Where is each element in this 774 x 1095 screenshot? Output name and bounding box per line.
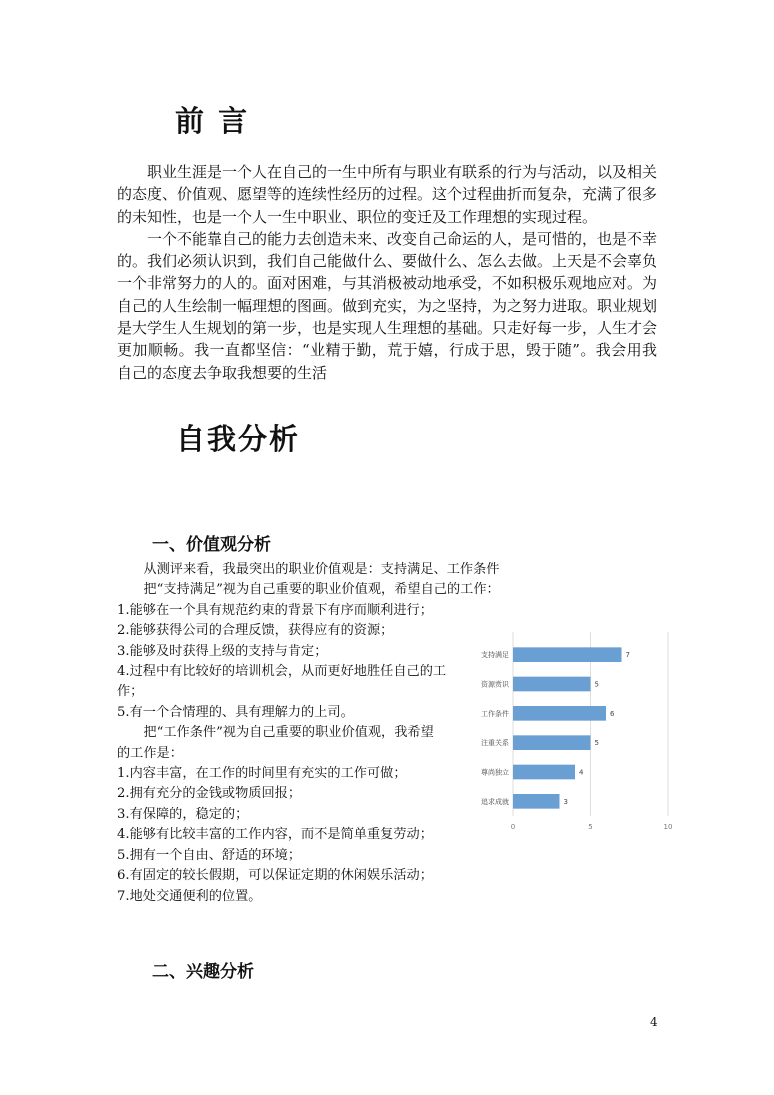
chart-category-label: 工作条件 [481,709,509,718]
values-line: 从测评来看，我最突出的职业价值观是：支持满足、工作条件 [143,562,500,577]
chart-category-label: 资源赏识 [481,680,509,689]
chart-bar [513,735,591,750]
chart-data-label: 5 [594,739,599,748]
chart-data-label: 4 [579,768,584,777]
chart-bar [513,794,560,809]
values-line: 5.拥有一个自由、舒适的环境； [117,847,302,863]
page-number: 4 [650,1015,658,1029]
values-analysis-heading: 一、价值观分析 [152,535,271,555]
values-line: 4.过程中有比较好的培训机会，从而更好地胜任自己的工 [117,664,447,680]
chart-category-label: 尊尚独立 [481,768,509,777]
values-line: 6.有固定的较长假期，可以保证定期的休闲娱乐活动； [117,868,433,884]
self-analysis-title: 自我分析 [176,422,301,456]
values-bar-chart [453,628,673,838]
preface-paragraph-2: 一个不能靠自己的能力去创造未来、改变自己命运的人，是可惜的，也是不幸的。我们必须认识到，我们自己能做什么、要做什么、怎么去做。上天是不会辜负一个非常努力的人的。面对困难，与其消极被动地承受，不如积极乐观地应对。为自己的人生绘制一幅理想的图画。做到充实，为之坚持，为之努力进取。职业规划是大学生人生规划的第一步，也是实现人生理想的基础。只走好每一步，人生才会更加顺畅。我一直都坚信：“业精于勤，荒于嬉，行成于思，毁于随”。我会用我自己的态度去争取我想要的生活 [117,229,658,382]
values-line: 1.内容丰富，在工作的时间里有充实的工作可做； [117,766,407,782]
values-line: 把“支持满足”视为自己重要的职业价值观，希望自己的工作： [143,582,500,598]
values-line: 4.能够有比较丰富的工作内容，而不是简单重复劳动； [117,827,433,843]
values-line: 1.能够在一个具有规范约束的背景下有序而顺利进行； [117,602,433,618]
chart-bar [513,706,606,721]
chart-bar [513,647,622,662]
chart-x-tick-label: 5 [588,823,593,831]
preface-title: 前 言 [175,104,250,138]
chart-bar [513,765,575,780]
chart-data-label: 5 [594,680,599,689]
values-line: 5.有一个合情理的、具有理解力的上司。 [117,704,354,720]
preface-paragraph-1: 职业生涯是一个人在自己的一生中所有与职业有联系的行为与活动，以及相关的态度、价值观、愿望等的连续性经历的过程。这个过程曲折而复杂，充满了很多的未知性，也是一个人一生中职业、职位的变迁及工作理想的实现过程。 [117,163,658,226]
chart-category-label: 追求成就 [481,797,509,806]
values-line: 3.能够及时获得上级的支持与肯定； [117,643,328,659]
values-line: 的工作是： [117,745,183,761]
values-line: 把“工作条件”视为自己重要的职业价值观，我希望 [143,725,434,741]
values-line: 3.有保障的，稳定的； [117,806,249,822]
chart-data-label: 3 [563,797,568,806]
values-line: 2.能够获得公司的合理反馈，获得应有的资源； [117,623,394,639]
values-line: 7.地处交通便利的位置。 [117,888,262,904]
values-bar-chart-svg [453,628,673,838]
values-line: 2.拥有充分的金钱或物质回报； [117,786,302,802]
chart-data-label: 7 [625,651,630,660]
interest-analysis-heading: 二、兴趣分析 [152,962,254,982]
chart-x-tick-label: 10 [663,823,673,831]
chart-data-label: 6 [610,709,615,718]
chart-bar [513,677,591,692]
chart-x-tick-label: 0 [510,823,516,831]
preface-body [117,161,657,384]
chart-category-label: 注重关系 [481,739,509,748]
values-line: 作； [117,684,144,700]
chart-category-label: 支持满足 [481,651,509,660]
